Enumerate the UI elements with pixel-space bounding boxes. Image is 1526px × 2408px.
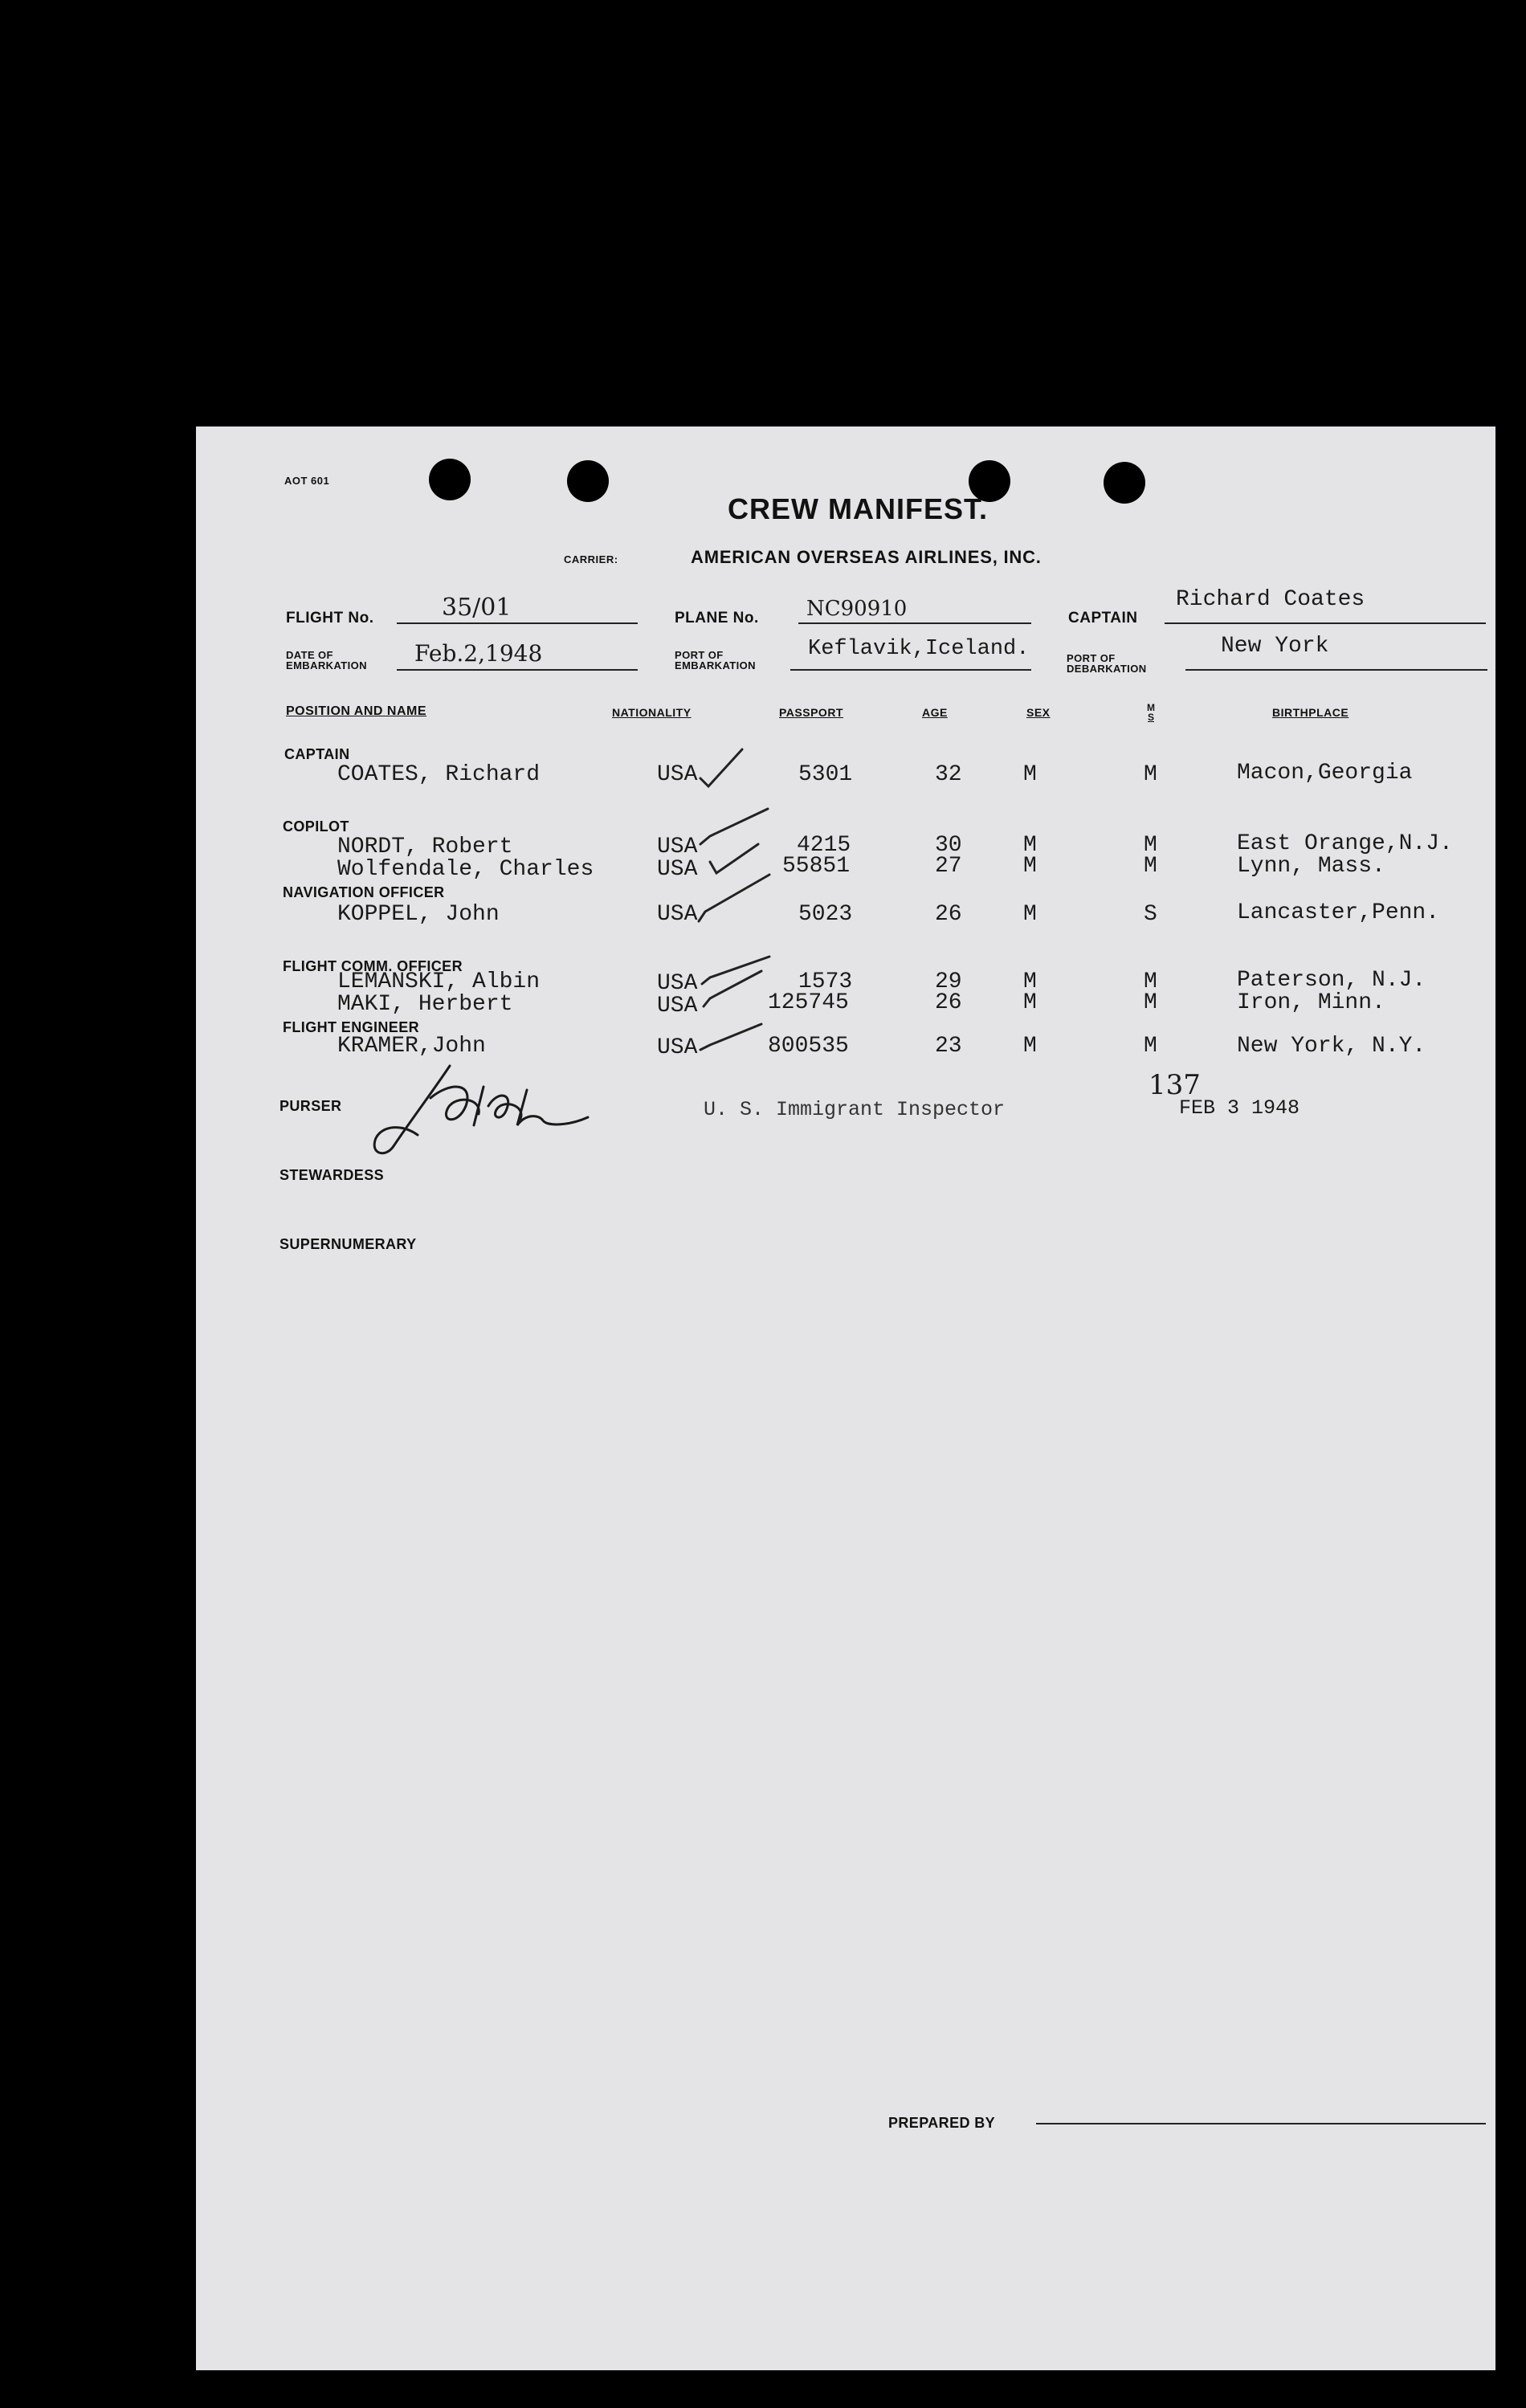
crew-name: KOPPEL, John [337, 902, 500, 927]
col-passport: PASSPORT [779, 706, 843, 719]
supernumerary-label: SUPERNUMERARY [279, 1236, 417, 1252]
crew-passport: 5023 [798, 902, 853, 927]
check-mark [710, 844, 758, 873]
carrier-name: AMERICAN OVERSEAS AIRLINES, INC. [691, 547, 1042, 567]
manifest-page [196, 427, 1495, 2370]
crew-marital-status: S [1144, 902, 1157, 927]
crew-birthplace: Lynn, Mass. [1237, 854, 1385, 879]
signature [353, 1058, 594, 1170]
inspector-stamp: U. S. Immigrant Inspector [704, 1098, 1006, 1121]
crew-age: 26 [935, 902, 962, 927]
crew-birthplace: Lancaster,Penn. [1237, 900, 1440, 925]
position-navigation-officer: NAVIGATION OFFICER [283, 884, 445, 900]
date-label-line-2: EMBARKATION [286, 659, 367, 671]
col-sex: SEX [1026, 706, 1051, 719]
form-title: CREW MANIFEST. [728, 492, 988, 525]
stamp-number: 137 [1149, 1069, 1201, 1101]
crew-nationality: USA [657, 902, 698, 927]
stewardess-label: STEWARDESS [279, 1167, 385, 1183]
crew-marital-status: M [1144, 762, 1157, 787]
crew-name: LEMANSKI, Albin [337, 969, 541, 994]
crew-marital-status: M [1144, 833, 1157, 858]
check-mark [700, 749, 742, 786]
crew-nationality: USA [657, 762, 698, 787]
date-label-line-1: DATE OF [286, 649, 333, 661]
position-captain: CAPTAIN [284, 746, 350, 762]
crew-marital-status: M [1144, 1034, 1157, 1059]
crew-name: MAKI, Herbert [337, 992, 513, 1017]
flight-number-value: 35/01 [442, 594, 512, 622]
port-emb-label-line-2: EMBARKATION [675, 659, 756, 671]
col-nationality: NATIONALITY [612, 706, 692, 719]
crew-nationality: USA [657, 994, 698, 1018]
crew-nationality: USA [657, 1035, 698, 1060]
port-dis-label-line-2: DEBARKATION [1067, 663, 1147, 675]
check-mark [702, 957, 769, 984]
crew-sex: M [1023, 1034, 1037, 1059]
check-marks [196, 427, 1495, 1149]
plane-number-label: PLANE No. [675, 610, 759, 626]
crew-birthplace: East Orange,N.J. [1237, 831, 1453, 856]
port-emb-label-line-1: PORT OF [675, 649, 724, 661]
crew-passport: 4215 [797, 833, 851, 858]
crew-age: 29 [935, 969, 962, 994]
crew-sex: M [1023, 902, 1037, 927]
crew-age: 32 [935, 762, 962, 787]
position-flight-engineer: FLIGHT ENGINEER [283, 1019, 420, 1035]
crew-passport: 55851 [782, 854, 851, 879]
crew-age: 27 [935, 854, 962, 879]
port-debarkation-value: New York [1221, 634, 1329, 659]
carrier-label: CARRIER: [564, 553, 618, 565]
crew-nationality: USA [657, 971, 698, 996]
crew-name: KRAMER,John [337, 1034, 486, 1059]
captain-value: Richard Coates [1176, 587, 1365, 612]
position-flight-comm-officer: FLIGHT COMM. OFFICER [283, 958, 463, 974]
crew-age: 26 [935, 990, 962, 1015]
crew-marital-status: M [1144, 969, 1157, 994]
col-ms-line-1: M [1147, 702, 1155, 713]
crew-birthplace: New York, N.Y. [1237, 1034, 1426, 1059]
port-dis-label-line-1: PORT OF [1067, 652, 1116, 664]
date-embarkation-value: Feb.2,1948 [414, 640, 543, 667]
col-age: AGE [922, 706, 948, 719]
crew-age: 23 [935, 1034, 962, 1059]
check-mark [700, 1024, 761, 1050]
crew-sex: M [1023, 854, 1037, 879]
crew-name: COATES, Richard [337, 762, 541, 787]
purser-label: PURSER [279, 1098, 342, 1114]
crew-age: 30 [935, 833, 962, 858]
crew-name: Wolfendale, Charles [337, 857, 594, 882]
crew-birthplace: Paterson, N.J. [1237, 968, 1426, 993]
captain-label: CAPTAIN [1068, 610, 1138, 626]
col-ms-line-2: S [1147, 712, 1154, 723]
col-birthplace: BIRTHPLACE [1272, 706, 1349, 719]
plane-number-value: NC90910 [806, 597, 908, 621]
crew-nationality: USA [657, 835, 698, 859]
position-copilot: COPILOT [283, 818, 349, 835]
crew-passport: 125745 [768, 990, 849, 1015]
crew-sex: M [1023, 833, 1037, 858]
crew-sex: M [1023, 990, 1037, 1015]
crew-passport: 1573 [798, 969, 853, 994]
col-position-and-name: POSITION AND NAME [286, 704, 427, 718]
crew-passport: 5301 [798, 762, 853, 787]
flight-number-label: FLIGHT No. [286, 610, 374, 626]
underline [1036, 2123, 1486, 2124]
crew-birthplace: Iron, Minn. [1237, 990, 1385, 1015]
check-mark [700, 809, 768, 844]
stamp-date: FEB 3 1948 [1179, 1096, 1300, 1120]
form-number: AOT 601 [284, 475, 330, 487]
crew-nationality: USA [657, 857, 698, 882]
crew-sex: M [1023, 762, 1037, 787]
check-mark [699, 875, 769, 921]
prepared-by-label: PREPARED BY [888, 2115, 996, 2131]
crew-name: NORDT, Robert [337, 835, 513, 859]
port-embarkation-value: Keflavik,Iceland. [808, 637, 1030, 661]
crew-sex: M [1023, 969, 1037, 994]
crew-marital-status: M [1144, 854, 1157, 879]
crew-passport: 800535 [768, 1034, 849, 1059]
crew-birthplace: Macon,Georgia [1237, 761, 1413, 786]
crew-marital-status: M [1144, 990, 1157, 1015]
